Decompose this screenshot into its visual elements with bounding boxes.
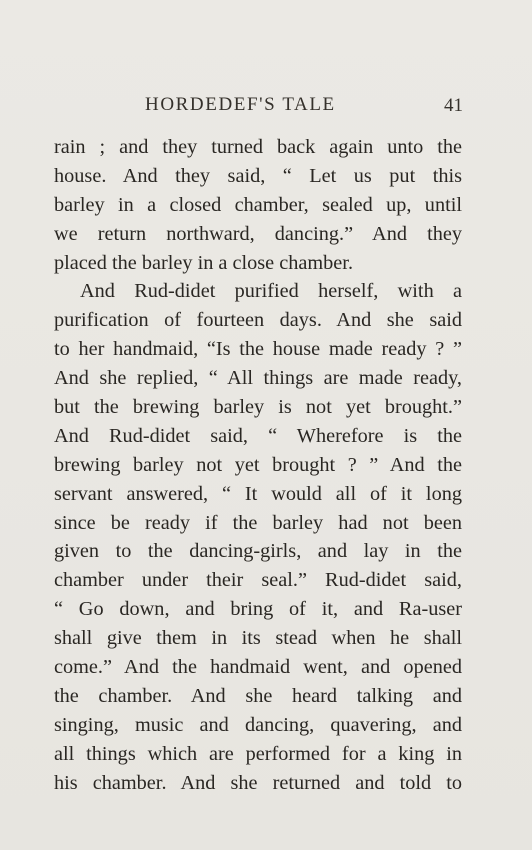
text-line: shall give them in its stead when he shall (54, 627, 462, 650)
running-title: HORDEDEF'S TALE (145, 94, 336, 115)
text-line: And Rud-didet purified herself, with a (80, 280, 462, 303)
text-line: we return northward, dancing.” And they (54, 222, 462, 245)
running-head (0, 94, 532, 120)
text-line: come.” And the handmaid went, and opened (54, 656, 462, 679)
text-line: purification of fourteen days. And she said (54, 309, 462, 332)
text-line: chamber under their seal.” Rud-didet said, (54, 569, 462, 592)
text-line: rain ; and they turned back again unto the (54, 136, 462, 158)
text-line: “ Go down, and bring of it, and Ra-user (54, 598, 462, 621)
text-line: but the brewing barley is not yet brought.” (54, 396, 462, 419)
text-line: barley in a closed chamber, sealed up, until (54, 193, 462, 216)
text-line: to her handmaid, “Is the house made ready ? ” (54, 338, 462, 361)
text-line: And Rud-didet said, “ Wherefore is the (54, 424, 462, 447)
text-line: the chamber. And she heard talking and (54, 684, 462, 707)
text-line: placed the barley in a close chamber. (54, 251, 354, 274)
page-number: 41 (444, 95, 463, 116)
text-line: given to the dancing-girls, and lay in the (54, 540, 462, 563)
text-line: his chamber. And she returned and told to (54, 771, 462, 794)
text-line: And she replied, “ All things are made ready, (54, 367, 462, 390)
text-line: servant answered, “ It would all of it long (54, 482, 462, 505)
text-line: all things which are performed for a king in (54, 742, 462, 765)
text-line: house. And they said, “ Let us put this (54, 164, 462, 187)
text-line: brewing barley not yet brought ? ” And the (54, 453, 462, 476)
text-line: singing, music and dancing, quavering, and (54, 713, 462, 736)
body-text (54, 133, 462, 797)
text-line: since be ready if the barley had not been (54, 511, 462, 534)
